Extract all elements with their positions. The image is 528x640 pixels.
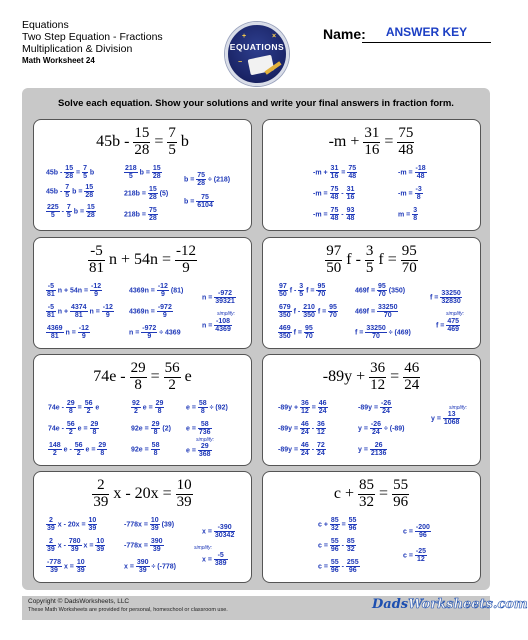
solution-step: x = $\frac{-390}{30342}$ [202, 524, 235, 540]
simplify-label: simplify: [446, 311, 465, 317]
copyright: Copyright © DadsWorksheets, LLC [28, 598, 130, 605]
solution-step: 92e = $\frac{29}{8}$ (2) [131, 421, 171, 437]
solution-step: f = $\frac{33250}{32830}$ [430, 290, 461, 306]
solution-step: -89y = $\frac{46}{24}$ - $\frac{72}{24}$ [278, 442, 325, 458]
solution-step: e = $\frac{58}{8}$ ÷ (92) [186, 400, 228, 416]
solution-step: b = $\frac{75}{28}$ ÷ (218) [184, 172, 231, 188]
solution-step: n = $\frac{-972}{9}$ ÷ 4369 [129, 325, 181, 341]
final-answer: c = $\frac{-25}{12}$ [403, 548, 426, 564]
solution-step: -89y + $\frac{36}{12}$ = $\frac{46}{24}$ [278, 400, 327, 416]
solution-step: f = $\frac{33250}{70}$ ÷ (469) [355, 325, 411, 341]
instructions: Solve each equation. Show your solutions and write your final answers in fraction form. [58, 98, 454, 109]
simplify-label: simplify: [217, 311, 236, 317]
solution-step: -778x = $\frac{390}{39}$ [124, 538, 163, 554]
times-icon: × [272, 33, 277, 40]
problem-equation: c + $\frac{85}{32}$ = $\frac{55}{96}$ [333, 477, 409, 510]
problem-equation: -m + $\frac{31}{16}$ = $\frac{75}{48}$ [328, 125, 414, 158]
worksheet-title [22, 19, 163, 67]
solution-step: -778x = $\frac{10}{39}$ (39) [124, 517, 175, 533]
problem-card-3 [33, 237, 252, 349]
solution-step: e = $\frac{58}{736}$ [186, 421, 211, 437]
solution-step: $\frac{2}{39}$ x - $\frac{780}{39}$ x = $\frac{10}{39}$ [47, 538, 105, 554]
solution-step: -m = $\frac{-18}{48}$ [398, 165, 426, 181]
title-line-2: Two Step Equation - Fractions [22, 31, 163, 43]
solution-step: $\frac{92}{2}$ e = $\frac{29}{8}$ [132, 400, 164, 416]
solution-step: $\frac{97}{50}$ f - $\frac{3}{5}$ f = $\frac{95}{70}$ [279, 283, 326, 299]
solution-step: -m + $\frac{31}{16}$ = $\frac{75}{48}$ [313, 165, 357, 181]
title-line-1: Equations [22, 19, 69, 31]
solution-step: $\frac{-778}{39}$ x = $\frac{10}{39}$ [47, 559, 85, 575]
equations-logo [225, 22, 289, 86]
solution-step: 218b = $\frac{15}{28}$ (5) [124, 186, 169, 202]
solution-step: -m = $\frac{75}{48}$ - $\frac{31}{16}$ [313, 186, 355, 202]
final-answer: m = $\frac{3}{8}$ [398, 207, 418, 223]
solution-step: y = $\frac{-26}{24}$ ÷ (-89) [358, 421, 405, 437]
solution-step: 45b - $\frac{7}{5}$ b = $\frac{15}{28}$ [46, 184, 94, 200]
problem-card-1 [33, 119, 252, 231]
plus-icon: + [242, 33, 247, 40]
problem-card-4 [262, 237, 481, 349]
final-answer: e = $\frac{29}{368}$ [186, 443, 211, 459]
solution-step: $\frac{-5}{81}$ n + $\frac{4374}{81}$ n = $\frac{-12}{9}$ [47, 304, 113, 320]
problem-card-8 [262, 471, 481, 583]
brand-logo [372, 597, 528, 612]
final-answer: f = $\frac{475}{469}$ [436, 318, 459, 334]
solution-step: n = $\frac{-972}{39321}$ [202, 290, 235, 306]
problem-equation: $\frac{97}{50}$ f - $\frac{3}{5}$ f = $\frac{95}{70}$ [326, 243, 417, 276]
solution-step: -89y = $\frac{46}{24}$ - $\frac{36}{12}$ [278, 421, 325, 437]
problem-card-7 [33, 471, 252, 583]
simplify-label: simplify: [196, 437, 215, 443]
problem-equation: 74e - $\frac{29}{8}$ = $\frac{56}{2}$ e [93, 360, 192, 393]
final-answer: b = $\frac{75}{6104}$ [184, 194, 213, 210]
solution-step: 45b - $\frac{15}{28}$ = $\frac{7}{5}$ b [46, 165, 95, 181]
solution-step: 469f = $\frac{95}{70}$ (350) [355, 283, 406, 299]
problem-card-2 [262, 119, 481, 231]
brand-part-1: Dads [372, 597, 409, 612]
solution-step: $\frac{218}{5}$ b = $\frac{15}{28}$ [125, 165, 161, 181]
answer-key: ANSWER KEY [385, 25, 468, 39]
solution-step: $\frac{225}{5}$ - $\frac{7}{5}$ b = $\frac{15}{28}$ [47, 204, 95, 220]
solution-step: $\frac{4369}{81}$ n = $\frac{-12}{9}$ [47, 325, 89, 341]
usage-note: These Math Worksheets are provided for personal, homeschool or classroom use. [28, 607, 228, 613]
solution-step: $\frac{2}{39}$ x - 20x = $\frac{10}{39}$ [47, 517, 97, 533]
minus-icon: − [238, 59, 243, 66]
solution-step: $\frac{679}{350}$ f - $\frac{210}{350}$ f = $\frac{95}{70}$ [279, 304, 337, 320]
solution-step: 218b = $\frac{75}{28}$ [124, 207, 157, 223]
name-label: Name: [323, 26, 366, 42]
problem-card-5 [33, 354, 252, 466]
solution-step: c + $\frac{85}{32}$ = $\frac{55}{96}$ [318, 517, 357, 533]
brand-part-2: Worksheets.com [408, 597, 528, 612]
solution-step: -m = $\frac{-3}{8}$ [398, 186, 422, 202]
solution-step: y = $\frac{26}{2136}$ [358, 442, 387, 458]
problem-card-6 [262, 354, 481, 466]
logo-text: EQUATIONS [229, 42, 285, 52]
final-answer: x = $\frac{-5}{389}$ [202, 552, 227, 568]
solution-step: 92e = $\frac{58}{8}$ [131, 442, 160, 458]
problem-equation: $\frac{2}{39}$ x - 20x = $\frac{10}{39}$ [93, 477, 192, 510]
solution-step: c = $\frac{55}{96}$ - $\frac{255}{96}$ [318, 559, 359, 575]
solution-step: $\frac{-5}{81}$ n + 54n = $\frac{-12}{9}$ [47, 283, 102, 299]
solution-step: 4369n = $\frac{-12}{9}$ (81) [129, 283, 184, 299]
solution-step: 4369n = $\frac{-972}{9}$ [129, 304, 172, 320]
solution-step: -m = $\frac{75}{48}$ - $\frac{93}{48}$ [313, 207, 355, 223]
solution-step: $\frac{148}{2}$ e - $\frac{56}{2}$ e = $\frac{29}{8}$ [49, 442, 107, 458]
solution-step: -89y = $\frac{-26}{24}$ [358, 400, 392, 416]
solution-step: $\frac{469}{350}$ f = $\frac{95}{70}$ [279, 325, 313, 341]
solution-step: 469f = $\frac{33250}{70}$ [355, 304, 398, 320]
name-line [362, 42, 491, 43]
solution-step: 74e - $\frac{29}{8}$ = $\frac{56}{2}$ e [48, 400, 100, 416]
simplify-label: simplify: [449, 405, 468, 411]
problem-equation: $\frac{-5}{81}$ n + 54n = $\frac{-12}{9}$ [88, 243, 197, 276]
simplify-label: simplify: [194, 545, 213, 551]
solution-step: c = $\frac{-200}{96}$ [403, 524, 430, 540]
final-answer: y = $\frac{13}{1068}$ [431, 411, 460, 427]
title-line-3: Multiplication & Division [22, 43, 133, 55]
solution-step: 74e - $\frac{56}{2}$ e = $\frac{29}{8}$ [48, 421, 99, 437]
problem-equation: -89y + $\frac{36}{12}$ = $\frac{46}{24}$ [322, 360, 420, 393]
worksheet-number: Math Worksheet 24 [22, 56, 95, 65]
solution-step: x = $\frac{390}{39}$ ÷ (-778) [124, 559, 176, 575]
problem-equation: 45b - $\frac{15}{28}$ = $\frac{7}{5}$ b [96, 125, 189, 158]
final-answer: n = $\frac{-108}{4369}$ [202, 318, 231, 334]
solution-step: c = $\frac{55}{96}$ - $\frac{85}{32}$ [318, 538, 355, 554]
